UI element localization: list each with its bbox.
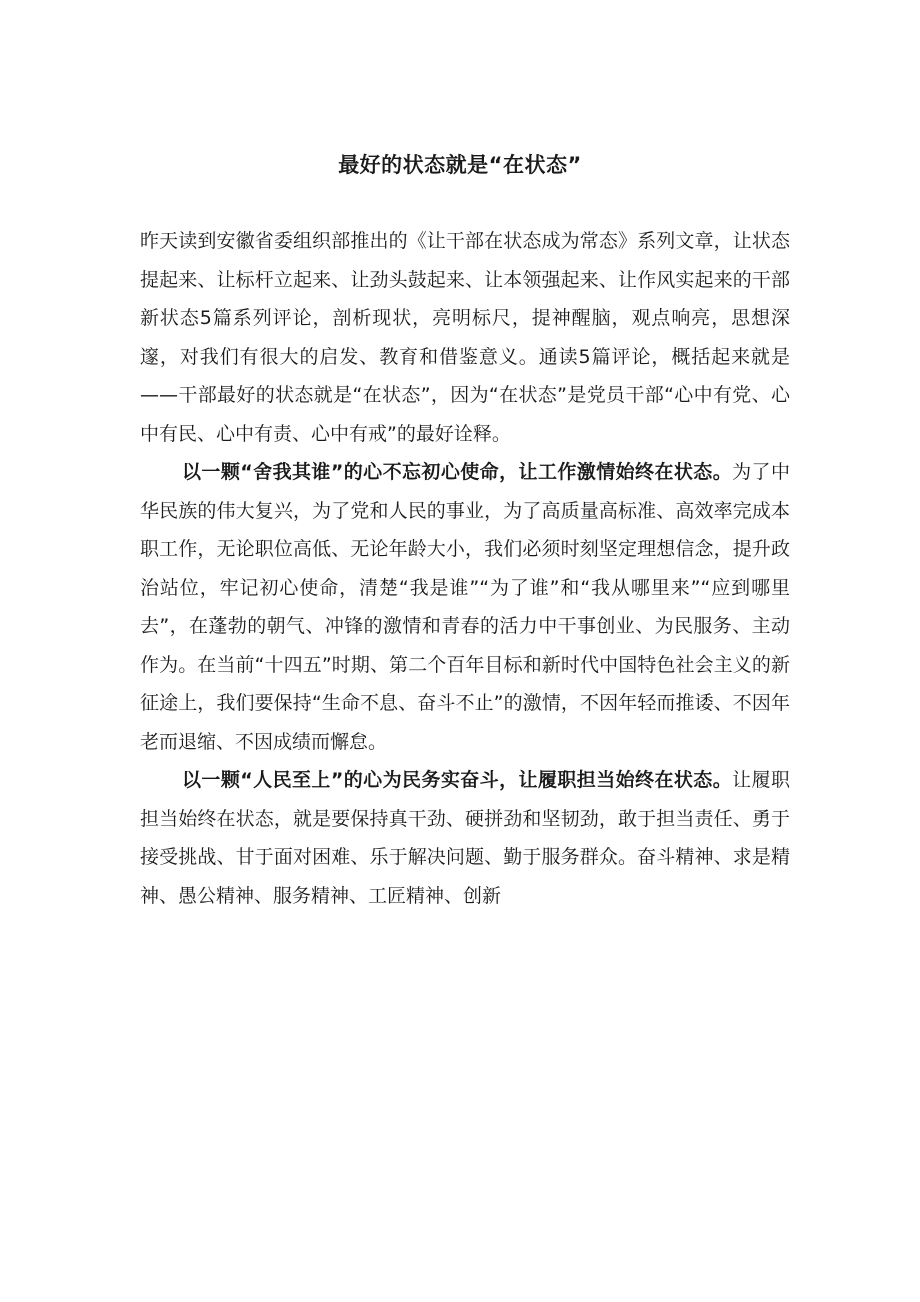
paragraph-intro-text: 昨天读到安徽省委组织部推出的《让干部在状态成为常态》系列文章，让状态提起来、让标杆立起来、让劲头鼓起来、让本领强起来、让作风实起来的干部新状态5篇系列评论，剖析现状，亮明标尺，提神醒脑，观点响亮，思想深邃，对我们有很大的启发、教育和借鉴意义。通读5篇评论，概括起来就是——干部最好的状态就是“在状态”，因为“在状态”是党员干部“心中有党、心中有民、心中有责、心中有戒”的最好诠释。 — [140, 230, 790, 445]
document-body — [140, 222, 790, 915]
paragraph-section-1 — [140, 453, 790, 761]
paragraph-intro — [140, 222, 790, 453]
paragraph-section-1-heading: 以一颗“舍我其谁”的心不忘初心使命，让工作激情始终在状态。 — [182, 461, 733, 483]
paragraph-section-2 — [140, 761, 790, 915]
paragraph-section-1-text: 为了中华民族的伟大复兴，为了党和人民的事业，为了高质量高标准、高效率完成本职工作，无论职位高低、无论年龄大小，我们必须时刻坚定理想信念，提升政治站位，牢记初心使命，清楚“我是谁”“为了谁”和“我从哪里来”“应到哪里去”，在蓬勃的朝气、冲锋的激情和青春的活力中干事创业、为民服务、主动作为。在当前“十四五”时期、第二个百年目标和新时代中国特色社会主义的新征途上，我们要保持“生命不息、奋斗不止”的激情，不因年轻而推诿、不因年老而退缩、不因成绩而懈怠。 — [140, 461, 790, 753]
paragraph-section-2-heading: 以一颗“人民至上”的心为民务实奋斗，让履职担当始终在状态。 — [182, 769, 733, 791]
paragraph-section-2-text: 让履职担当始终在状态，就是要保持真干劲、硬拼劲和坚韧劲，敢于担当责任、勇于接受挑战、甘于面对困难、乐于解决问题、勤于服务群众。奋斗精神、求是精神、愚公精神、服务精神、工匠精神、创新 — [140, 769, 790, 907]
document-title: 最好的状态就是“在状态” — [338, 153, 582, 177]
